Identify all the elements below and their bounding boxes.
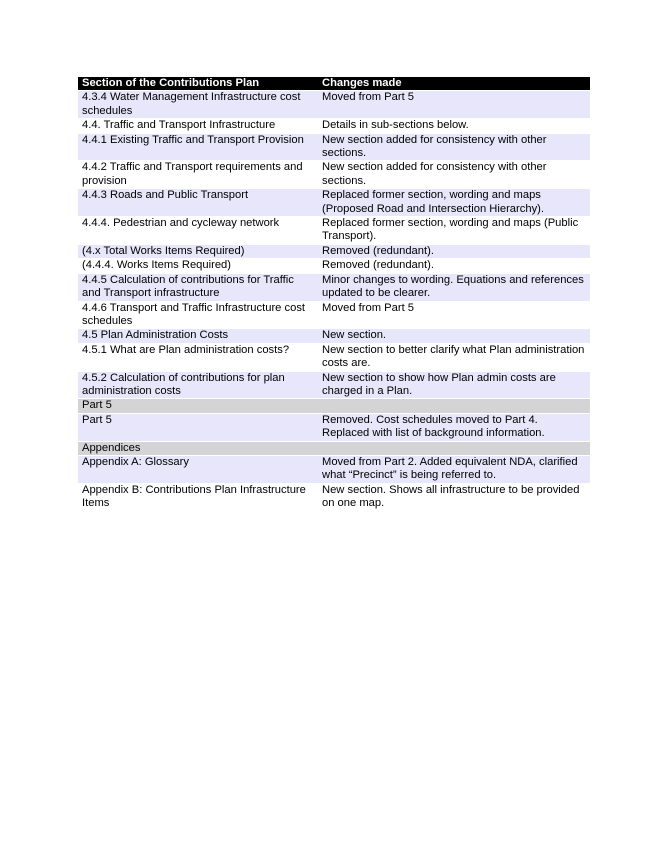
header-changes: Changes made [318,77,590,91]
section-cell: Appendix B: Contributions Plan Infrastructure Items [78,483,318,511]
change-cell: Moved from Part 5 [318,301,590,329]
change-cell: Details in sub-sections below. [318,119,590,133]
change-cell: New section added for consistency with other sections. [318,133,590,161]
table-body [78,91,590,511]
table-row [78,343,590,371]
table-row [78,301,590,329]
change-cell: Removed (redundant). [318,259,590,273]
table-row [78,91,590,119]
header-row [78,77,590,91]
change-cell [318,441,590,455]
changes-table [78,77,590,512]
change-cell: Replaced former section, wording and maps (Proposed Road and Intersection Hierarchy). [318,189,590,217]
section-cell: 4.5.1 What are Plan administration costs? [78,343,318,371]
table-row [78,119,590,133]
section-cell: 4.5 Plan Administration Costs [78,329,318,343]
change-cell: New section. [318,329,590,343]
change-cell: New section to better clarify what Plan administration costs are. [318,343,590,371]
table-row [78,483,590,511]
table-row [78,217,590,245]
header-section: Section of the Contributions Plan [78,77,318,91]
table-row [78,259,590,273]
table-row [78,273,590,301]
change-cell: New section added for consistency with other sections. [318,161,590,189]
section-cell: (4.4.4. Works Items Required) [78,259,318,273]
table-row [78,399,590,413]
section-cell: 4.5.2 Calculation of contributions for plan administration costs [78,371,318,399]
table-row [78,244,590,258]
change-cell: Replaced former section, wording and maps (Public Transport). [318,217,590,245]
section-cell: Part 5 [78,399,318,413]
change-cell: New section. Shows all infrastructure to be provided on one map. [318,483,590,511]
section-cell: 4.4.3 Roads and Public Transport [78,189,318,217]
section-cell: 4.4.5 Calculation of contributions for Traffic and Transport infrastructure [78,273,318,301]
table-header [78,77,590,91]
table-row [78,371,590,399]
section-cell: Appendices [78,441,318,455]
section-cell: 4.4.4. Pedestrian and cycleway network [78,217,318,245]
section-cell: Part 5 [78,413,318,441]
section-cell: (4.x Total Works Items Required) [78,244,318,258]
change-cell: Moved from Part 5 [318,91,590,119]
table-row [78,329,590,343]
table-row [78,455,590,483]
change-cell: Minor changes to wording. Equations and references updated to be clearer. [318,273,590,301]
table-row [78,413,590,441]
change-cell [318,399,590,413]
section-cell: 4.3.4 Water Management Infrastructure cost schedules [78,91,318,119]
table-row [78,189,590,217]
section-cell: 4.4. Traffic and Transport Infrastructure [78,119,318,133]
table-row [78,441,590,455]
section-cell: 4.4.6 Transport and Traffic Infrastructure cost schedules [78,301,318,329]
section-cell: 4.4.1 Existing Traffic and Transport Provision [78,133,318,161]
change-cell: Moved from Part 2. Added equivalent NDA, clarified what “Precinct” is being referred to. [318,455,590,483]
change-cell: New section to show how Plan admin costs are charged in a Plan. [318,371,590,399]
table-row [78,161,590,189]
section-cell: 4.4.2 Traffic and Transport requirements and provision [78,161,318,189]
table-row [78,133,590,161]
change-cell: Removed. Cost schedules moved to Part 4. Replaced with list of background information. [318,413,590,441]
section-cell: Appendix A: Glossary [78,455,318,483]
change-cell: Removed (redundant). [318,244,590,258]
